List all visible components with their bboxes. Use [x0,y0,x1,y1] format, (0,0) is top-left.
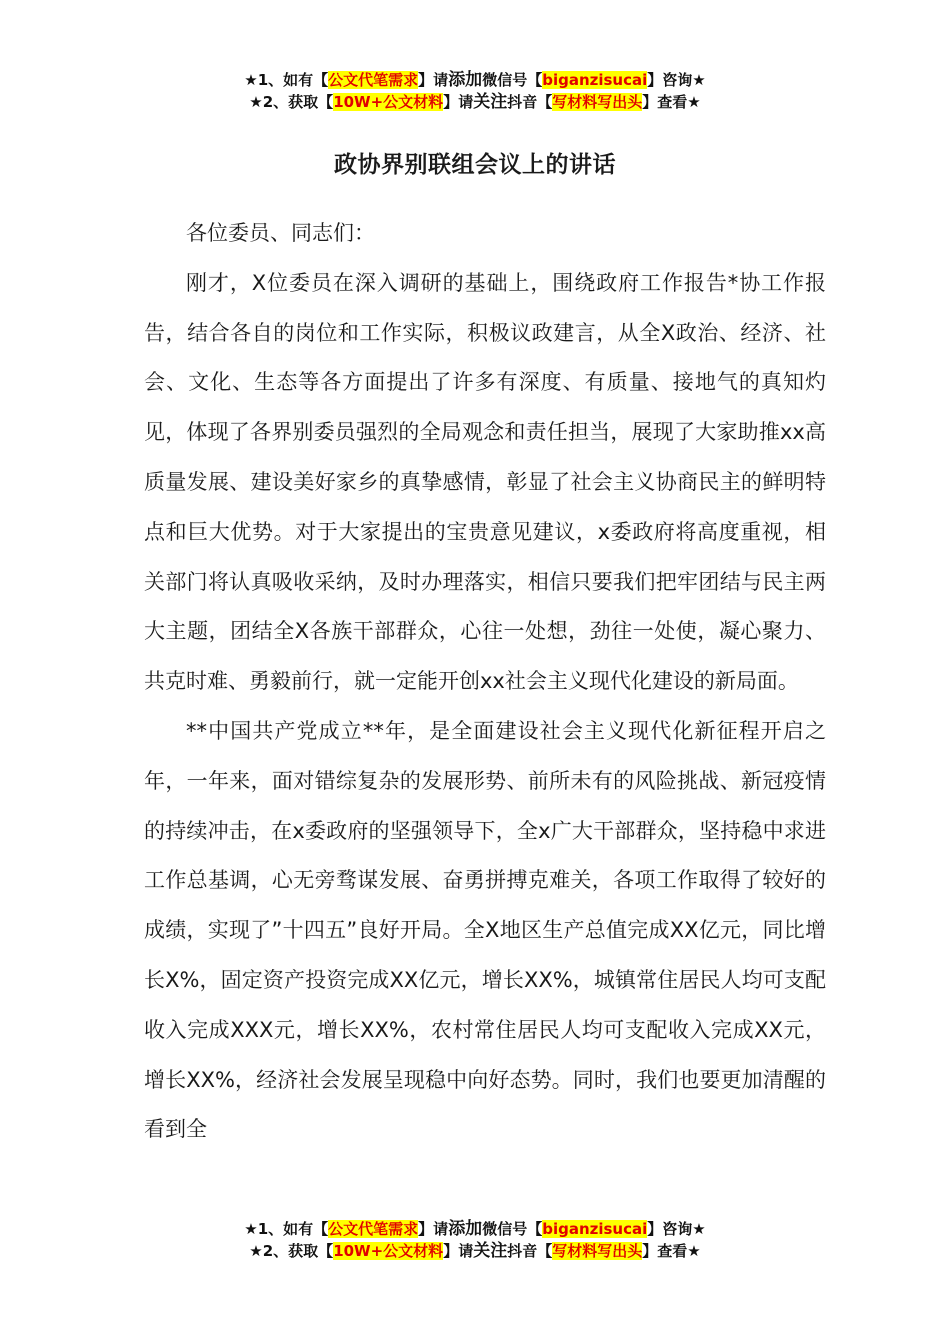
promo-line-1 [0,69,950,91]
body-paragraph: **中国共产党成立**年，是全面建设社会主义现代化新征程开启之年，一年来，面对错综复杂的发展形势、前所未有的风险挑战、新冠疫情的持续冲击，在x委政府的坚强领导下，全x广大干部群众，坚持稳中求进工作总基调，心无旁骛谋发展、奋勇拼搏克难关，各项工作取得了较好的成绩，实现了”十四五”良好开局。全X地区生产总值完成XX亿元，同比增长X%，固定资产投资完成XX亿元，增长XX%，城镇常住居民人均可支配收入完成XXX元，增长XX%，农村常住居民人均可支配收入完成XX元，增长XX%，经济社会发展呈现稳中向好态势。同时，我们也要更加清醒的看到全 [144,718,826,1142]
promo-text: 】请 [418,71,449,89]
promo-emphasis: 添加 [448,1219,483,1239]
promo-text: 】请 [418,1220,449,1238]
promo-text: ★1、如有【 [244,1220,329,1238]
promo-line-2 [0,1240,950,1262]
promo-emphasis: 关注 [473,92,508,112]
promo-wechat-id: biganzisucai [542,71,648,89]
promo-text: 抖音【 [507,1242,553,1260]
promo-text: 】查看★ [642,93,701,111]
promo-text: ★1、如有【 [244,71,329,89]
promo-text: ★2、获取【 [249,1242,334,1260]
promo-text: 】请 [443,93,474,111]
promo-emphasis: 关注 [473,1241,508,1261]
promo-wechat-id: biganzisucai [542,1220,648,1238]
promo-line-2 [0,91,950,113]
promo-highlight: 公文代笔需求 [328,1220,419,1238]
document-body [144,209,826,1155]
promo-douyin-account: 写材料写出头 [552,1242,643,1260]
promo-line-1 [0,1218,950,1240]
promo-highlight: 10W+公文材料 [333,1242,444,1260]
document-title: 政协界别联组会议上的讲话 [334,152,616,178]
body-paragraph: 刚才，X位委员在深入调研的基础上，围绕政府工作报告*协工作报告，结合各自的岗位和工作实际，积极议政建言，从全X政治、经济、社会、文化、生态等各方面提出了许多有深度、有质量、接地气的真知灼见，体现了各界别委员强烈的全局观念和责任担当，展现了大家助推xx高质量发展、建设美好家乡的真挚感情，彰显了社会主义协商民主的鲜明特点和巨大优势。对于大家提出的宝贵意见建议，x委政府将高度重视，相关部门将认真吸收采纳，及时办理落实，相信只要我们把牢团结与民主两大主题，团结全X各族干部群众，心往一处想，劲往一处使，凝心聚力、共克时难、勇毅前行，就一定能开创xx社会主义现代化建设的新局面。 [144,270,826,694]
promo-highlight: 公文代笔需求 [328,71,419,89]
promo-text: 】咨询★ [647,1220,706,1238]
promo-text: 】请 [443,1242,474,1260]
salutation: 各位委员、同志们： [186,221,375,245]
promo-text: ★2、获取【 [249,93,334,111]
footer-promo-banner [0,1218,950,1262]
promo-highlight: 10W+公文材料 [333,93,444,111]
promo-text: 微信号【 [482,1220,543,1238]
promo-text: 微信号【 [482,71,543,89]
promo-text: 抖音【 [507,93,553,111]
header-promo-banner [0,69,950,113]
promo-douyin-account: 写材料写出头 [552,93,643,111]
promo-emphasis: 添加 [448,70,483,90]
promo-text: 】查看★ [642,1242,701,1260]
promo-text: 】咨询★ [647,71,706,89]
